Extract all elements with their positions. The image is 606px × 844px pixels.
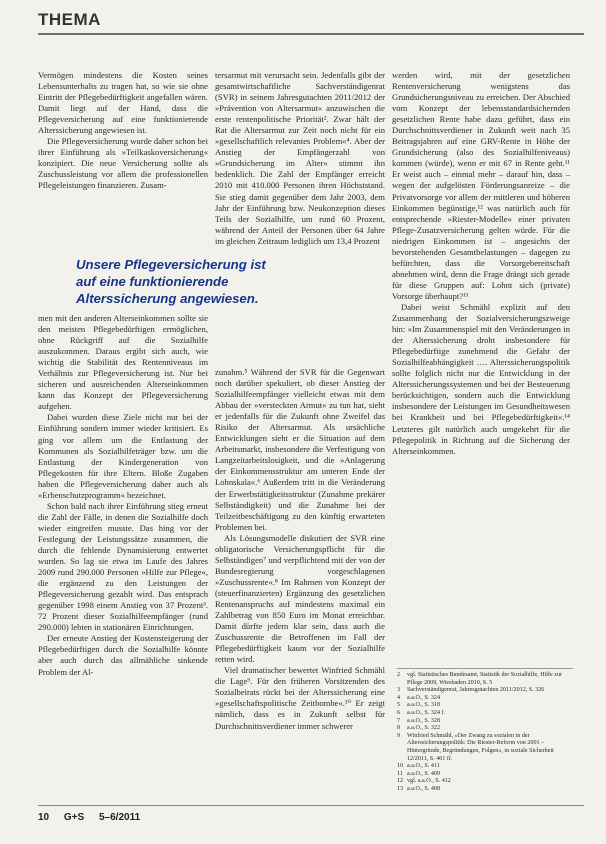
footnotes: [397, 668, 572, 794]
paragraph: Vermögen mindestens die Kosten seines Lebensunterhalts zu tragen hat, so wie sie ohne Eintritt der Pflegebedürftigkeit angefallen wären. Damit liegt auf der Hand, dass die Pflegeversicherung auf eine funktionierende Alterssicherung angewiesen ist.: [38, 70, 208, 136]
footnote: 13 a.a.O., S. 408: [397, 785, 441, 792]
column-1-top: [38, 70, 208, 192]
footnote: 11 a.a.O., S. 409: [397, 770, 441, 777]
paragraph: Schon bald nach ihrer Einführung stieg erneut die Zahl der Fälle, in denen die Sozialhilfe doch wieder eingreifen musste. Das hing vor der Festlegung der Leistungssätze zusammen, die durch die fehlende Dynamisierung entwertet wurden. So lag sie etwa im Laufe des Jahres 2009 rund 290.000 Personen »Hilfe zur Pflege«, die ergänzend zu den Leistungen der Pflegeversicherung gezahlt wird. Das entsprach gegenüber 1998 einem Anstieg von 37 Prozent³. 72 Prozent dieser Sozialhilfeempfänger (rund 290.000) lebten in stationären Einrichtungen.: [38, 500, 208, 633]
paragraph: zunahm.⁵ Während der SVR für die Gegenwart noch darüber spekuliert, ob dieser Anstieg der Sozialhilfeempfänger vielleicht etwas mit dem Abbau der »versteckten Armut« zu tun hat, sieht er jedenfalls für die Zukunft ohne Zweifel das Risiko der Altersarmut. Als ursächliche Entwicklungen sieht er die Situation auf dem Arbeitsmarkt, insbesondere die Verfestigung von Langzeitarbeitslosigkeit, und die »Anlagerung der Einkommensstruktur am unteren Ende der Lohnskala«.⁶ Außerdem tritt in die Veränderung der Erwerbstätigkeitsstruktur (Zunahme prekärer Selbständigkeit) und die Zunahme bei der Teilzeitbeschäftigung zu den künftig erwarteten Problemen bei.: [215, 367, 385, 532]
page-footer: [38, 812, 152, 823]
paragraph: Der erneute Anstieg der Kostensteigerung der Pflegebedürftigen durch die Sozialhilfe könnte aber auch durch das allmähliche sinkende Problem der Al-: [38, 633, 208, 677]
footnote: 9 Winfried Schmähl, »Der Zwang zu sozialen in der Alterssicherungspolitik: Die Riester-Reform von 2001 – Hintergründe, Begründungen, Folgen«, in soziale Sicherheit 12/2011, S. 401 ff.: [397, 732, 554, 762]
magazine-logo: G+S: [63, 812, 85, 823]
header-divider: [38, 33, 584, 35]
paragraph: Viel dramatischer bewertet Winfried Schmähl die Lage⁹. Für den früheren Vorsitzenden des Sozialbeirats rückt bei der Alterssicherung eine »gesellschaftspolitische Zeitbombe«.¹⁰ Er zeigt nämlich, dass es in Zukunft selbst für Durchschnittsverdiener immer schwerer: [215, 665, 385, 731]
section-title: THEMA: [38, 10, 101, 29]
paragraph: tersarmut mit verursacht sein. Jedenfalls gibt der gesamtwirtschaftliche Sachverständigenrat (SVR) in seinem Jahresgutachten 2011/2012 der »Prävention von Altersarmut« anzuwischen die erste rentenpolitische Priorität². Zwar hält der Rat die Altersarmut zur Zeit noch nicht für ein »gesellschaftlich relevantes Problem«⁴. Aber der Anstieg der Empfängerzahl von »Grundsicherung im Alter« stimmt ihn bedenklich. Die Zahl der Empfänger erreicht 2010 mit 410.000 Personen ihren Höchststand. Sie stieg damit gegenüber dem Jahr 2003, dem Jahr der Einführung bzw. Neukonzeption dieses Teils der Sozialhilfe, um rund 60 Prozent, während der Anteil der Personen über 64 Jahre im gleichen Zeitraum lediglich um 13,4 Prozent: [215, 70, 385, 246]
footer-divider: [38, 805, 584, 806]
column-2-bottom: [215, 367, 385, 732]
paragraph: Dabei wurden diese Ziele nicht nur bei der Einführung sondern immer wieder kritisiert. Es ging vor allem um die Entlastung der Kommunen als Sozialhilfeträger bzw. um die Entlastung der Kindergeneration von Pflegekosten für ihre Eltern. Bloße Zugaben haben die Pflegeversicherung daher auch als »Erbenschutzprogramm« bezeichnet.: [38, 412, 208, 500]
footnote: 8 a.a.O., S. 322: [397, 725, 441, 732]
column-3: [392, 70, 570, 457]
footnote: 4 a.a.O., S. 324: [397, 694, 441, 701]
footnote: 5 a.a.O., S. 318: [397, 702, 441, 709]
footnote: 2 vgl. Statistisches Bundesamt, Statistik der Sozialhilfe, Hilfe zur Pflege 2009, Wiesbaden 2010, S. 5: [397, 672, 563, 686]
paragraph: werden wird, mit der gesetzlichen Rentenversicherung wenigstens das Grundsicherungsniveau zu erreichen. Der Abschied vom Konzept der lebensstandardsichernden gesetzlichen Rente habe dazu geführt, dass ein Durchschnittsverdiener in Zukunft weit nach 35 Beitragsjahren auf eine GRV-Rente in Höhe der Grundsicherung (also des Sozialhilfeniveaus) kommen (würde), wenn er mit 67 in Rente geht.¹¹ Er weist auch – einmal mehr – darauf hin, dass – wegen der aufgelösten Förderungsanreize – die Privatvorsorge vor allem der mittleren und höheren Einkommen begünstige,¹² was natürlich auch für entsprechende »Riester-Modelle« einer privaten Pflege-Zusatzversicherung gelten würde. Für die niedrigen Einkommen ist – angesichts der bevorstehenden Gesamtbelastungen – dagegen zu befürchten, dass die Vorsorgebereitschaft abnehmen wird, denn die Frage drängt sich gerade für diese Gruppen auf: Lohnt sich (private) Vorsorge überhaupt?¹³: [392, 70, 570, 301]
issue-number: 5–6/2011: [98, 812, 141, 823]
column-1-bottom: [38, 313, 208, 678]
footnote: 6 a.a.O., S. 324 f.: [397, 709, 446, 716]
footnote: 10 a.a.O., S. 411: [397, 763, 440, 770]
footnote: 3 Sachverständigenrat, Jahresgutachten 2011/2012, S. 326: [397, 687, 545, 694]
pull-quote: Unsere Pflegeversicherung ist auf eine funktionierende Alterssicherung angewiesen.: [76, 257, 266, 306]
paragraph: Die Pflegeversicherung wurde daher schon bei ihrer Einführung als »Teilkaskoversicherung« konzipiert. Die neue Versicherung sollte als Zuschussleistung vor allem die professionellen Pflegeleistungen finanzieren. Zusam-: [38, 136, 208, 191]
footnote-divider: [397, 668, 573, 669]
paragraph: men mit den anderen Alterseinkommen sollte sie den meisten Pflegebedürftigen ermöglichen, ohne Rückgriff auf die Sozialhilfe auszukommen. Daraus ergibt sich auch, wie wichtig die Stabilität des Rentenniveaus im Verhältnis zur Pflegeversicherung ist. Nur bei sicheren und ausreichenden Alterseinkommen kann das Konzept der Pflegeversicherung aufgehen.: [38, 313, 208, 412]
footnote: 7 a.a.O., S. 328: [397, 717, 441, 724]
paragraph: Dabei weist Schmähl explizit auf den Zusammenhang der Sozialversicherungszweige hin: »Im Zusammenspiel mit den Veränderungen in der Alterssicherung droht insbesondere für Pflegebedürftige zunehmend die Gefahr der Sozialhilfeabhängigkeit …. Alterssicherungspolitik sollte folglich nicht nur die Entwicklung in der Alterssicherungssystemen und bei der Besteuerung berücksichtigen, sondern auch die Entwicklung insbesondere der Leistungen im Gesundheitswesen bei Krankheit und bei Pflegebedürftigkeit«.¹⁴ Letzteres gilt natürlich auch umgekehrt für die Pflegepolitik in Richtung auf die Sicherung der Alterseinkommen.: [392, 301, 570, 456]
paragraph: Als Lösungsmodelle diskutiert der SVR eine obligatorische Versicherungspflicht für die Selbständigen⁷ und verpflichtend mit der von der Bundesregierung vorgeschlagenen »Zuschussrente«.⁸ Im Rahmen von Konzept der (steuerfinanzierten) Ergänzung des gesetzlichen Rentenanspruchs auf mindestens maximal ein Zahlbetrag von 850 Euro im Monat erreichbar. Damit dürfte jedem klar sein, dass auch die Zuschussrente die Betroffenen im Fall der Pflegebedürftigkeit kaum vor der Sozialhilfe retten wird.: [215, 532, 385, 665]
column-2-top: [215, 70, 385, 247]
page-number: 10: [38, 812, 50, 823]
footnote: 12 vgl. a.a.O., S. 412: [397, 778, 451, 785]
